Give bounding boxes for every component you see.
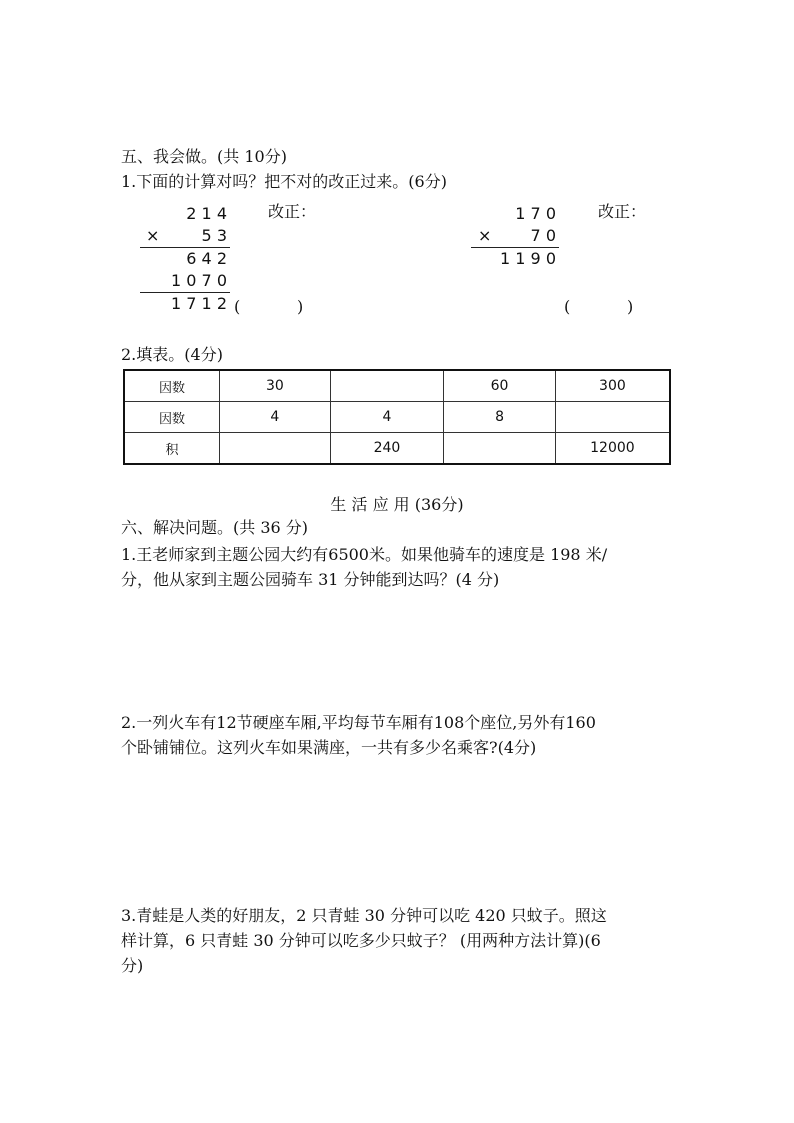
table-cell: 240 (330, 433, 444, 465)
section6-heading: 六、解决问题。(共 36 分) (121, 518, 309, 537)
calc-right-multiply-sign: × (478, 226, 492, 245)
table-cell (444, 433, 556, 465)
calc-left-multiply-sign: × (146, 226, 160, 245)
table-cell: 12000 (555, 433, 670, 465)
calc-right-row2: 7 0 (530, 226, 556, 245)
life-application-heading: 生 活 应 用 (36分) (330, 495, 464, 514)
calc-left-answer-close: ) (297, 297, 304, 316)
table-row (124, 370, 670, 402)
calc-right-divider (471, 247, 559, 248)
calc-right-answer-close: ) (627, 297, 634, 316)
table-row-label: 因数 (124, 402, 220, 433)
table-cell (330, 370, 444, 402)
table-cell: 8 (444, 402, 556, 433)
calc-left-answer-open: ( (234, 297, 241, 316)
calc-left-divider-2 (140, 292, 230, 293)
calc-right-row1: 1 7 0 (515, 204, 556, 223)
calc-left-correction-label: 改正： (268, 202, 317, 221)
table-cell: 30 (220, 370, 331, 402)
calc-right-row3: 1 1 9 0 (500, 249, 556, 268)
q1-title: 1.下面的计算对吗？把不对的改正过来。(6分) (121, 172, 447, 191)
s6-q1-line1: 1.王老师家到主题公园大约有6500米。如果他骑车的速度是 198 米/ (121, 545, 608, 564)
calc-left-row2: 5 3 (201, 226, 227, 245)
fill-table (123, 369, 671, 465)
q2-title: 2.填表。(4分) (121, 345, 223, 364)
calc-left-row5: 1 7 1 2 (171, 294, 227, 313)
s6-q3-line2: 样计算，6 只青蛙 30 分钟可以吃多少只蚊子？ (用两种方法计算)(6 (121, 931, 601, 950)
calc-left-divider-1 (140, 247, 230, 248)
table-cell (555, 402, 670, 433)
section5-heading: 五、我会做。(共 10分) (121, 147, 287, 166)
s6-q3-line3: 分) (121, 956, 144, 975)
table-cell: 4 (220, 402, 331, 433)
s6-q3-line1: 3.青蛙是人类的好朋友，2 只青蛙 30 分钟可以吃 420 只蚊子。照这 (121, 906, 607, 925)
table-cell: 60 (444, 370, 556, 402)
s6-q1-line2: 分，他从家到主题公园骑车 31 分钟能到达吗？(4 分) (121, 570, 500, 589)
calc-left-row3: 6 4 2 (186, 249, 227, 268)
table-row (124, 402, 670, 433)
table-row-label: 因数 (124, 370, 220, 402)
table-row (124, 433, 670, 465)
s6-q2-line2: 个卧铺铺位。这列火车如果满座，一共有多少名乘客?(4分) (121, 738, 537, 757)
calc-right-answer-open: ( (564, 297, 571, 316)
s6-q2-line1: 2.一列火车有12节硬座车厢,平均每节车厢有108个座位,另外有160 (121, 713, 596, 732)
calc-left-row1: 2 1 4 (186, 204, 227, 223)
calc-left-row4: 1 0 7 0 (171, 271, 227, 290)
table-cell: 4 (330, 402, 444, 433)
table-cell (220, 433, 331, 465)
table-row-label: 积 (124, 433, 220, 465)
table-cell: 300 (555, 370, 670, 402)
calc-right-correction-label: 改正： (598, 202, 647, 221)
